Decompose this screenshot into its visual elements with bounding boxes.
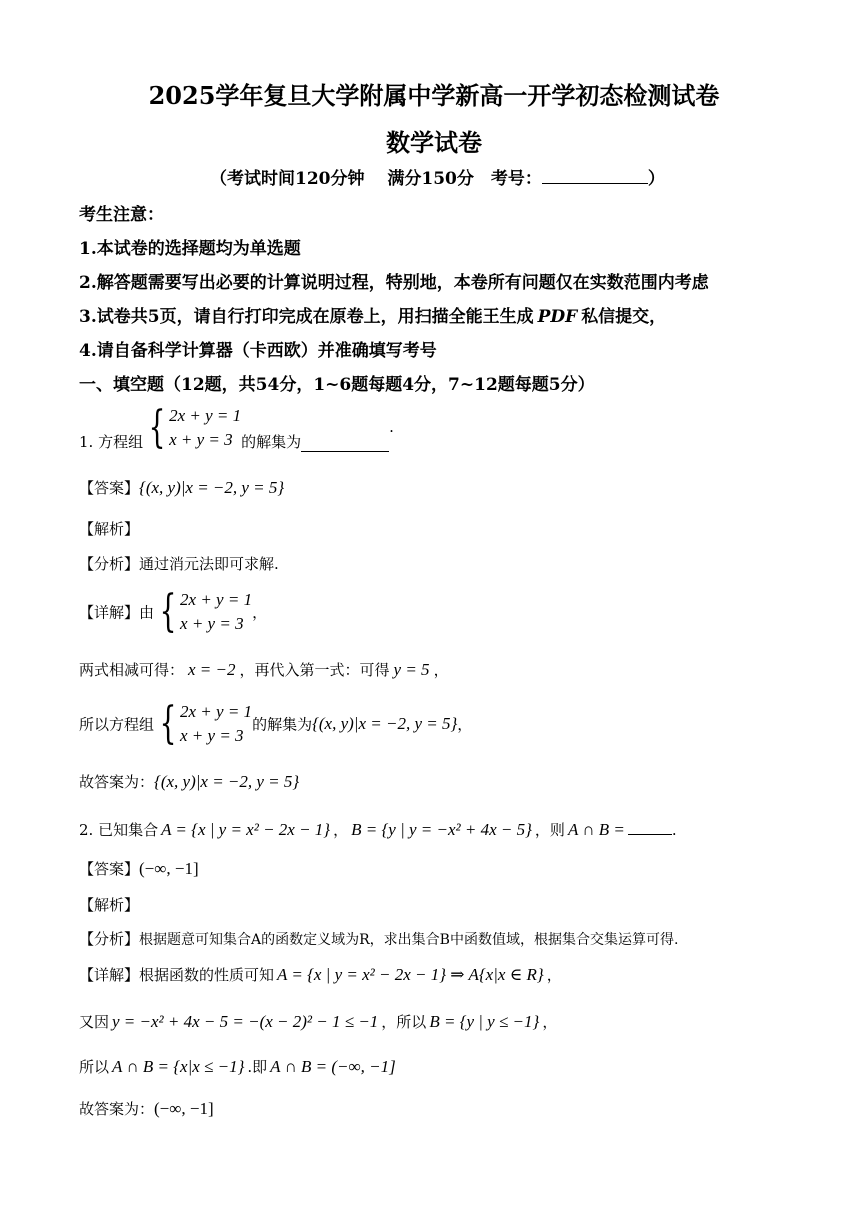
q2-ask: A ∩ B = [567,820,625,839]
notice-item-1: 1.本试卷的选择题均为单选题 [79,239,301,259]
notice-item-2: 2.解答题需要写出必要的计算说明过程，特别地，本卷所有问题仅在实数范围内考虑 [79,273,709,293]
exam-number-blank[interactable] [542,169,648,184]
q1-detail-line [79,588,267,636]
q1-answer-line [79,477,284,498]
q2-detail-line [79,964,562,985]
q2-analysis-label: 【解析】 [79,896,140,914]
q2-stem [79,819,677,840]
q1-suffix: 的解集为 [241,433,302,451]
q2-fenxi-line [79,928,678,949]
q1-line2-text-b: ，再代入第一式：可得 [239,661,390,679]
q2-answer-blank[interactable] [628,820,672,835]
q2-line3-result: A ∩ B = (−∞, −1] [270,1057,396,1076]
q1-final-answer: {(x, y)|x = −2, y = 5} [154,772,300,791]
q1-fenxi: 通过消元法即可求解. [139,555,279,573]
q2-prefix: 2. 已知集合 [79,821,159,839]
q2-final-answer: (−∞, −1] [154,1099,214,1118]
q1-line3 [79,700,472,748]
q1-eq2: x + y = 3 [169,430,233,449]
q1-line3-eq2: x + y = 3 [180,726,244,745]
q1-end: . [389,418,394,436]
q1-prefix: 1. 方程组 [79,433,144,451]
q1-equation-system [143,404,241,452]
q1-detail-label: 【详解】 [79,603,140,622]
q1-detail-prefix: 由 [139,603,155,622]
q1-line3-set: {(x, y)|x = −2, y = 5} [312,714,458,733]
exam-subtitle: 数学试卷 [386,128,482,157]
q2-final-label: 故答案为： [79,1100,155,1118]
q2-line2-text-b: ，所以 [381,1013,427,1031]
notice-item-3-pdf: PDF [537,307,578,327]
q1-line2-text-c: ， [433,661,449,679]
q2-then: ，则 [534,821,565,839]
exam-title: 2025学年复旦大学附属中学新高一开学初态检测试卷 [148,81,720,110]
notice-item-3-text: 3.试卷共5页，请自行打印完成在原卷上，用扫描全能王生成 [79,307,534,327]
q2-answer: (−∞, −1] [139,859,199,878]
q1-line3-text-b: 的解集为 [252,715,313,734]
q2-answer-line [79,858,199,879]
q2-line3-text-a: 所以 [79,1058,110,1076]
q1-fenxi-line [79,553,279,574]
notice-item-3 [79,302,666,327]
q1-detail-eq1: 2x + y = 1 [180,590,253,609]
q2-line3-math: A ∩ B = {x|x ≤ −1} [112,1057,245,1076]
q2-line2-set-b: B = {y | y ≤ −1} [429,1012,540,1031]
q1-eq1: 2x + y = 1 [169,406,242,425]
q2-line2-text-a: 又因 [79,1013,110,1031]
q2-detail-label: 【详解】 [79,966,140,984]
exam-info-end: ） [647,169,665,189]
q1-line3-eq1: 2x + y = 1 [180,702,253,721]
exam-info-text: （考试时间120分钟 满分150分 考号： [210,169,542,189]
q1-final [79,771,299,792]
q1-line2-y: y = 5 [393,660,430,679]
q2-line2 [79,1011,557,1032]
left-brace: { [159,586,177,637]
q1-line3-system [154,700,252,748]
q1-analysis-label: 【解析】 [79,520,140,538]
left-brace: { [148,402,166,453]
q1-answer-label: 【答案】 [79,479,140,497]
q1-detail-system [154,588,252,636]
q2-answer-label: 【答案】 [79,860,140,878]
q2-fenxi: 根据题意可知集合A的函数定义域为R，求出集合B中函数值域，根据集合交集运算可得. [139,932,679,948]
q2-detail-math: A = {x | y = x² − 2x − 1} ⇒ A{x|x ∈ R} [277,965,544,984]
notice-item-4: 4.请自备科学计算器（卡西欧）并准确填写考号 [79,341,437,361]
q2-set-b: B = {y | y = −x² + 4x − 5} [351,820,532,839]
q2-set-a: A = {x | y = x² − 2x − 1} [161,820,331,839]
q2-line2-math: y = −x² + 4x − 5 = −(x − 2)² − 1 ≤ −1 [112,1012,379,1031]
q2-line2-text-c: ， [542,1013,558,1031]
section-1-heading: 一、填空题（12题，共54分，1~6题每题4分，7~12题每题5分） [79,375,595,395]
q2-final [79,1098,214,1119]
exam-info [210,164,665,189]
q2-detail-text: 根据函数的性质可知 [139,966,275,984]
q2-end: . [671,821,677,839]
q1-line2-x: x = −2 [188,660,236,679]
q1-detail-suffix: ， [252,603,268,622]
q2-fenxi-label: 【分析】 [79,930,140,948]
left-brace: { [159,698,177,749]
q1-answer: {(x, y)|x = −2, y = 5} [139,478,285,497]
q1-stem [79,404,394,452]
q1-final-label: 故答案为： [79,773,155,791]
q2-line3-text-b: .即 [247,1058,268,1076]
q2-detail-end: ， [546,966,562,984]
notice-heading: 考生注意： [79,205,164,225]
q2-sep: ， [333,821,349,839]
q2-line3 [79,1056,399,1077]
q1-line2 [79,659,449,680]
q1-line3-text-a: 所以方程组 [79,715,155,734]
q1-line2-text-a: 两式相减可得： [79,661,185,679]
q1-answer-blank[interactable] [301,437,389,452]
notice-item-3-end: 私信提交， [581,307,667,327]
q1-detail-eq2: x + y = 3 [180,614,244,633]
q1-line3-text-c: ， [457,715,473,734]
q1-fenxi-label: 【分析】 [79,555,140,573]
